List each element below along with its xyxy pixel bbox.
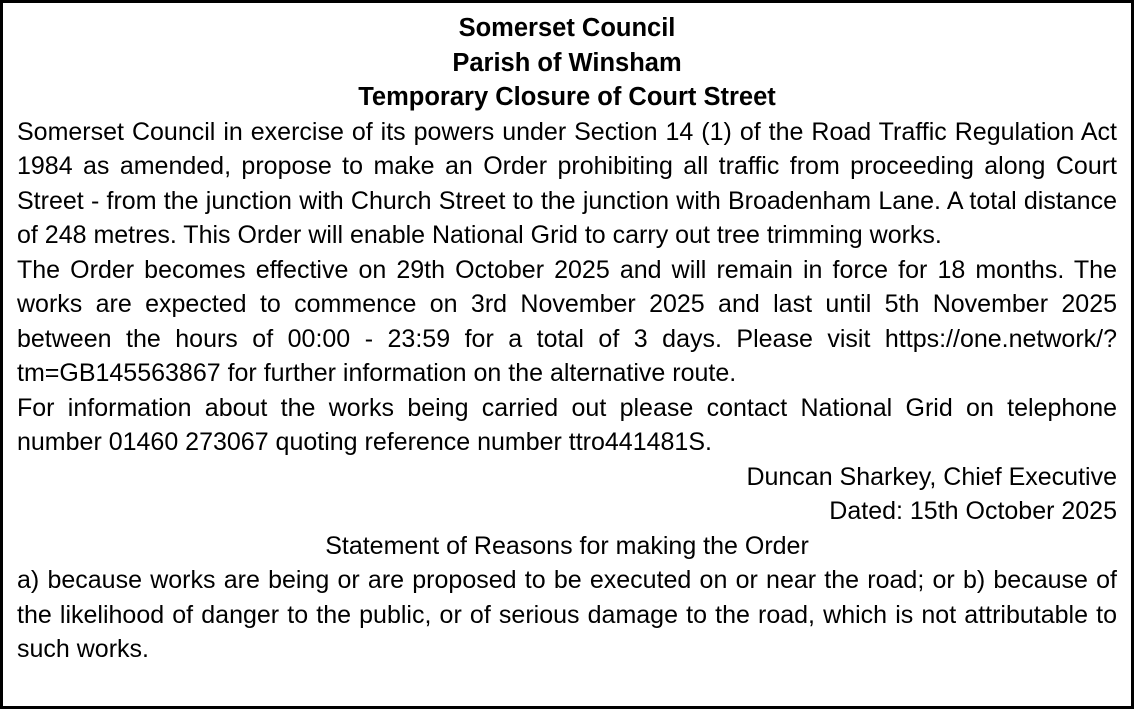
effective-date-paragraph: The Order becomes effective on 29th October 2025 and will remain in force for 18 months. The works are expected to commence on 3rd November 2025 and last until 5th November 2025 between the hours of 00:00 - 23:59 for a total of 3 days. Please visit https://one.network/?tm=GB145563867 for further information on the alternative route. [17, 255, 1117, 387]
reasons-text: a) because works are being or are proposed to be executed on or near the road; or b) because of the likelihood of danger to the public, or of serious damage to the road, which is not attributable to such works. [17, 566, 1117, 663]
notice-title: Temporary Closure of Court Street [358, 83, 776, 111]
order-paragraph: Somerset Council in exercise of its powers under Section 14 (1) of the Road Traffic Regulation Act 1984 as amended, propose to make an Order prohibiting all traffic from proceeding along Court Street - from the junction with Church Street to the junction with Broadenham Lane. A total distance of 248 metres. This Order will enable National Grid to carry out tree trimming works. [17, 117, 1117, 249]
signatory: Duncan Sharkey, Chief Executive [746, 462, 1117, 491]
dated-line: Dated: 15th October 2025 [829, 497, 1117, 525]
reasons-heading: Statement of Reasons for making the Order [325, 531, 809, 560]
council-name: Somerset Council [458, 14, 676, 42]
contact-paragraph: For information about the works being carried out please contact National Grid on telephone number 01460 273067 quoting reference number ttro441481S. [17, 393, 1117, 456]
parish-name: Parish of Winsham [452, 48, 682, 77]
